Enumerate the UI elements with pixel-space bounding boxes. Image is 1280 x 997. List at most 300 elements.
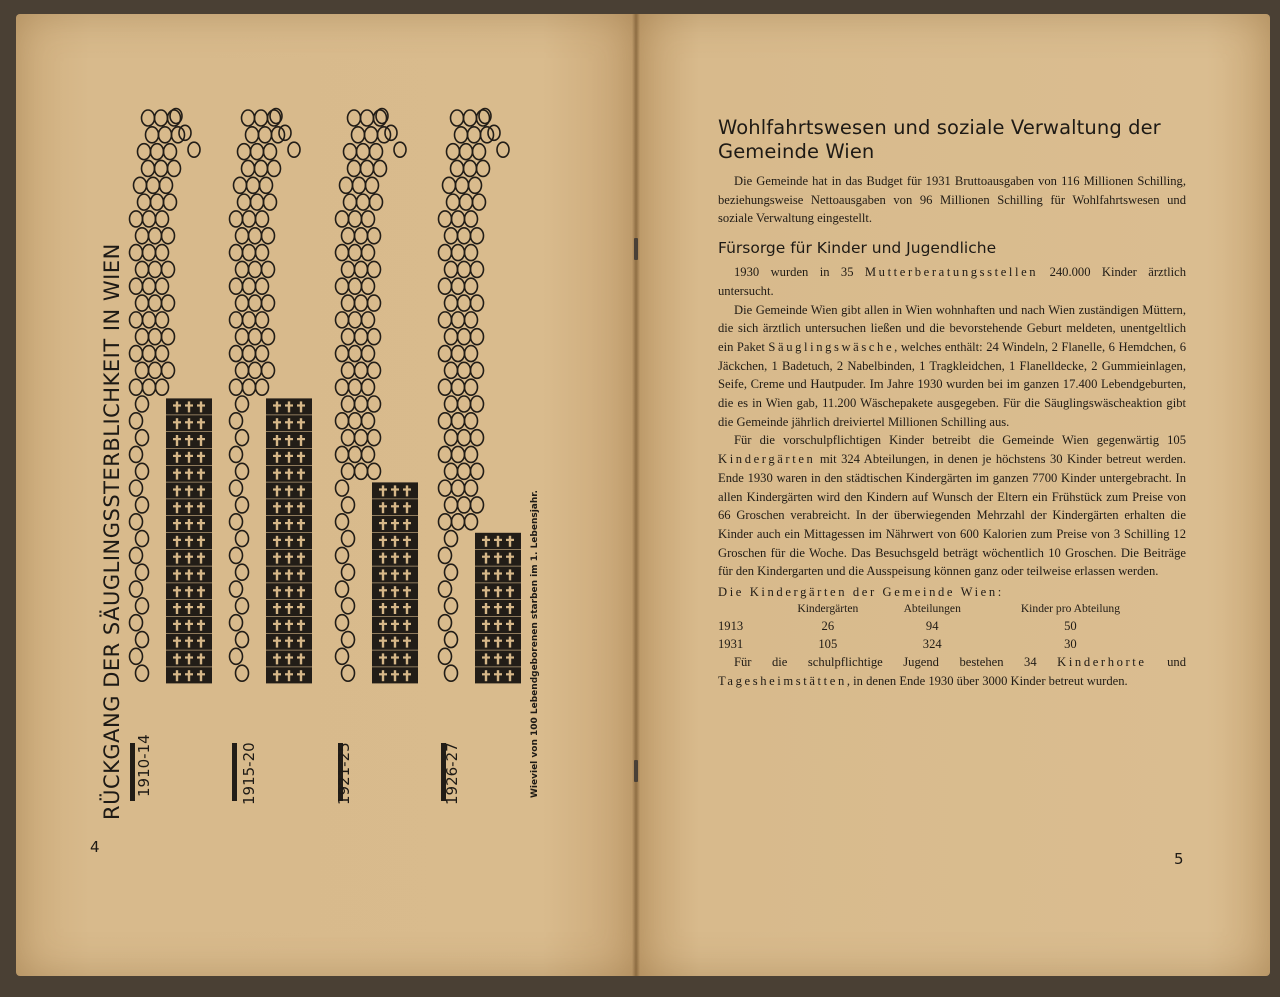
child-figure bbox=[262, 329, 275, 345]
cross bbox=[273, 623, 281, 625]
child-figure bbox=[130, 312, 143, 328]
text-run: 1930 wurden in 35 bbox=[734, 265, 865, 280]
child-figure bbox=[353, 177, 366, 193]
child-figure bbox=[458, 430, 471, 446]
child-figure bbox=[336, 514, 349, 530]
child-figure bbox=[342, 295, 355, 311]
cross bbox=[176, 502, 178, 513]
child-figure bbox=[336, 581, 349, 597]
child-figure bbox=[445, 531, 458, 547]
cross bbox=[288, 418, 290, 429]
cross bbox=[285, 539, 293, 541]
cross bbox=[494, 606, 502, 608]
cross bbox=[197, 539, 205, 541]
cross bbox=[176, 435, 178, 446]
cross bbox=[391, 589, 399, 591]
child-figure bbox=[465, 278, 478, 294]
child-figure bbox=[236, 261, 249, 277]
child-figure bbox=[249, 362, 262, 378]
child-figure bbox=[349, 278, 362, 294]
cross bbox=[273, 656, 281, 658]
child-figure bbox=[149, 228, 162, 244]
cross bbox=[197, 488, 205, 490]
cross bbox=[276, 637, 278, 648]
cross bbox=[276, 553, 278, 564]
child-figure bbox=[288, 142, 300, 157]
cross bbox=[276, 569, 278, 580]
cross bbox=[300, 469, 302, 480]
child-figure bbox=[256, 312, 269, 328]
cross bbox=[406, 620, 408, 631]
paragraph-mutterberatung bbox=[718, 263, 1186, 300]
section-heading: Fürsorge für Kinder und Jugendliche bbox=[718, 239, 997, 258]
cross bbox=[391, 522, 399, 524]
child-figure bbox=[136, 497, 149, 513]
child-figure bbox=[242, 160, 255, 176]
child-figure bbox=[156, 278, 169, 294]
cross bbox=[403, 589, 411, 591]
cross bbox=[285, 589, 293, 591]
cross bbox=[173, 656, 181, 658]
cross bbox=[506, 539, 514, 541]
child-figure bbox=[460, 144, 473, 160]
cross bbox=[406, 637, 408, 648]
cross bbox=[300, 502, 302, 513]
cross bbox=[297, 404, 305, 406]
cross bbox=[300, 435, 302, 446]
child-figure bbox=[439, 379, 452, 395]
cross bbox=[497, 553, 499, 564]
cross bbox=[485, 603, 487, 614]
cross bbox=[497, 653, 499, 664]
child-figure bbox=[458, 463, 471, 479]
child-figure bbox=[342, 665, 355, 681]
cross bbox=[482, 606, 490, 608]
cross bbox=[406, 586, 408, 597]
page-number-right: 5 bbox=[1174, 850, 1184, 868]
child-figure bbox=[236, 396, 249, 412]
child-figure bbox=[164, 144, 177, 160]
child-figure bbox=[362, 278, 375, 294]
child-figure bbox=[130, 379, 143, 395]
cross bbox=[482, 556, 490, 558]
child-figure bbox=[243, 211, 256, 227]
child-figure bbox=[136, 329, 149, 345]
cross bbox=[391, 640, 399, 642]
cross bbox=[197, 606, 205, 608]
child-figure bbox=[256, 245, 269, 261]
cross bbox=[509, 536, 511, 547]
child-figure bbox=[445, 261, 458, 277]
child-figure bbox=[349, 379, 362, 395]
cross bbox=[406, 519, 408, 530]
child-figure bbox=[162, 362, 175, 378]
cross bbox=[185, 589, 193, 591]
child-figure bbox=[249, 228, 262, 244]
cross bbox=[379, 522, 387, 524]
chart-note: Wieviel von 100 Lebendgeborenen starben im 1. Lebensjahr. bbox=[530, 490, 540, 798]
child-figure bbox=[361, 160, 374, 176]
cross bbox=[482, 539, 490, 541]
cross bbox=[200, 670, 202, 681]
cross bbox=[288, 435, 290, 446]
child-figure bbox=[262, 362, 275, 378]
child-figure bbox=[471, 228, 484, 244]
cross bbox=[176, 637, 178, 648]
child-figure bbox=[465, 346, 478, 362]
cross bbox=[300, 620, 302, 631]
child-figure bbox=[143, 346, 156, 362]
table-cell: 94 bbox=[925, 619, 939, 634]
cross bbox=[403, 656, 411, 658]
cross bbox=[394, 620, 396, 631]
cross bbox=[300, 536, 302, 547]
cross bbox=[285, 522, 293, 524]
cross bbox=[273, 572, 281, 574]
cross bbox=[494, 673, 502, 675]
cross bbox=[391, 673, 399, 675]
cross bbox=[379, 640, 387, 642]
child-figure bbox=[236, 463, 249, 479]
child-figure bbox=[156, 312, 169, 328]
child-figure bbox=[336, 480, 349, 496]
child-figure bbox=[243, 278, 256, 294]
cross bbox=[185, 505, 193, 507]
child-figure bbox=[342, 632, 355, 648]
cross bbox=[382, 603, 384, 614]
child-figure bbox=[349, 245, 362, 261]
child-figure bbox=[236, 295, 249, 311]
child-figure bbox=[370, 144, 383, 160]
cross bbox=[391, 505, 399, 507]
child-figure bbox=[262, 228, 275, 244]
child-figure bbox=[355, 463, 368, 479]
article bbox=[718, 116, 1186, 690]
cross bbox=[288, 553, 290, 564]
cross bbox=[176, 469, 178, 480]
child-figure bbox=[471, 362, 484, 378]
child-figure bbox=[445, 228, 458, 244]
child-figure bbox=[439, 547, 452, 563]
cross bbox=[185, 572, 193, 574]
child-figure bbox=[130, 514, 143, 530]
cross bbox=[379, 539, 387, 541]
cross bbox=[406, 603, 408, 614]
cross bbox=[288, 670, 290, 681]
child-figure bbox=[130, 346, 143, 362]
cross bbox=[188, 603, 190, 614]
text-run: mit 324 Abteilungen, in denen je höchstens 30 Kinder betreut werden. Ende 1930 waren in den städtischen Kindergärten im ganzen 7700 Kinder untergebracht. In allen Kindergärten wird den Kindern auf Wunsch der Eltern ein Frühstück zum Preise von 66 Groschen verabreicht. In der überwiegenden Mehrzahl der Kindergärten erhalten die Kinder auch ein Mittagessen im Nährwert von 600 Kalorien zum Preise von 3 Schilling 12 Groschen für die Woche. Das Besuchsgeld beträgt wöchentlich 10 Groschen. Die Beiträge für den Kindergarten und die Ausspeisung können ganz oder teilweise erlassen werden. bbox=[718, 452, 1186, 579]
child-figure bbox=[342, 497, 355, 513]
child-figure bbox=[162, 261, 175, 277]
child-figure bbox=[168, 160, 181, 176]
cross bbox=[273, 421, 281, 423]
cross bbox=[391, 606, 399, 608]
table-cell: 324 bbox=[922, 637, 942, 652]
cross bbox=[406, 553, 408, 564]
child-figure bbox=[136, 430, 149, 446]
child-figure bbox=[130, 648, 143, 664]
table-cell: 1931 bbox=[718, 637, 744, 652]
child-figure bbox=[151, 144, 164, 160]
cross bbox=[403, 640, 411, 642]
child-figure bbox=[155, 110, 168, 126]
child-figure bbox=[471, 430, 484, 446]
cross bbox=[176, 569, 178, 580]
cross bbox=[506, 589, 514, 591]
cross bbox=[273, 455, 281, 457]
cross bbox=[497, 670, 499, 681]
child-figure bbox=[451, 110, 464, 126]
child-figure bbox=[445, 564, 458, 580]
child-figure bbox=[366, 177, 379, 193]
child-figure bbox=[361, 110, 374, 126]
cross bbox=[300, 401, 302, 412]
child-figure bbox=[452, 379, 465, 395]
cross bbox=[276, 469, 278, 480]
child-figure bbox=[236, 564, 249, 580]
cross bbox=[273, 589, 281, 591]
child-figure bbox=[349, 346, 362, 362]
cross bbox=[403, 623, 411, 625]
child-figure bbox=[256, 211, 269, 227]
cross bbox=[188, 502, 190, 513]
cross bbox=[394, 653, 396, 664]
child-figure bbox=[188, 142, 200, 157]
child-figure bbox=[342, 430, 355, 446]
cross bbox=[394, 553, 396, 564]
cross bbox=[176, 401, 178, 412]
child-figure bbox=[362, 245, 375, 261]
cross bbox=[506, 673, 514, 675]
cross bbox=[200, 452, 202, 463]
cross bbox=[382, 519, 384, 530]
child-figure bbox=[149, 362, 162, 378]
cross bbox=[482, 572, 490, 574]
child-figure bbox=[230, 379, 243, 395]
child-figure bbox=[247, 177, 260, 193]
cross bbox=[197, 522, 205, 524]
cross bbox=[506, 656, 514, 658]
cross bbox=[285, 438, 293, 440]
child-figure bbox=[362, 312, 375, 328]
cross bbox=[173, 472, 181, 474]
cross bbox=[394, 519, 396, 530]
child-figure bbox=[143, 245, 156, 261]
child-figure bbox=[394, 142, 406, 157]
cross bbox=[173, 673, 181, 675]
cross bbox=[173, 556, 181, 558]
child-figure bbox=[230, 278, 243, 294]
cross bbox=[188, 435, 190, 446]
child-figure bbox=[445, 430, 458, 446]
cross bbox=[273, 640, 281, 642]
cross bbox=[485, 586, 487, 597]
child-figure bbox=[243, 346, 256, 362]
child-figure bbox=[136, 632, 149, 648]
cross bbox=[200, 502, 202, 513]
child-figure bbox=[136, 531, 149, 547]
cross bbox=[173, 505, 181, 507]
cross bbox=[200, 603, 202, 614]
child-figure bbox=[458, 228, 471, 244]
child-figure bbox=[136, 463, 149, 479]
child-figure bbox=[162, 228, 175, 244]
cross bbox=[297, 572, 305, 574]
child-figure bbox=[368, 261, 381, 277]
child-figure bbox=[136, 261, 149, 277]
chart-title: RÜCKGANG DER SÄUGLINGSSTERBLICHKEIT IN WIEN bbox=[100, 243, 124, 820]
child-figure bbox=[160, 177, 173, 193]
child-figure bbox=[336, 446, 349, 462]
spaced-term: Mutterberatungsstellen bbox=[864, 265, 1039, 280]
cross bbox=[391, 488, 399, 490]
cross bbox=[497, 620, 499, 631]
cross bbox=[406, 536, 408, 547]
cross bbox=[173, 522, 181, 524]
pictogram-column-1915-20 bbox=[230, 109, 313, 802]
cross bbox=[497, 536, 499, 547]
cross bbox=[285, 404, 293, 406]
child-figure bbox=[342, 261, 355, 277]
child-figure bbox=[465, 413, 478, 429]
cross bbox=[188, 452, 190, 463]
child-figure bbox=[260, 177, 273, 193]
cross bbox=[188, 536, 190, 547]
child-figure bbox=[439, 514, 452, 530]
child-figure bbox=[130, 278, 143, 294]
cross bbox=[285, 673, 293, 675]
cross bbox=[273, 606, 281, 608]
cross bbox=[276, 435, 278, 446]
cross bbox=[485, 620, 487, 631]
cross bbox=[506, 623, 514, 625]
text-run: Für die schulpflichtige Jugend bestehen 34 bbox=[734, 655, 1058, 670]
child-figure bbox=[445, 396, 458, 412]
child-figure bbox=[445, 497, 458, 513]
child-figure bbox=[256, 379, 269, 395]
cross bbox=[188, 569, 190, 580]
child-figure bbox=[355, 430, 368, 446]
child-figure bbox=[344, 144, 357, 160]
cross bbox=[288, 536, 290, 547]
child-figure bbox=[368, 463, 381, 479]
cross bbox=[197, 455, 205, 457]
table-header bbox=[718, 601, 774, 617]
child-figure bbox=[242, 110, 255, 126]
child-figure bbox=[146, 127, 159, 143]
child-figure bbox=[355, 362, 368, 378]
cross bbox=[494, 539, 502, 541]
deaths-stack bbox=[266, 398, 312, 683]
cross bbox=[276, 401, 278, 412]
cross bbox=[382, 536, 384, 547]
child-figure bbox=[142, 110, 155, 126]
cross bbox=[288, 469, 290, 480]
child-figure bbox=[465, 379, 478, 395]
child-figure bbox=[136, 362, 149, 378]
cross bbox=[200, 536, 202, 547]
cross bbox=[382, 502, 384, 513]
child-figure bbox=[445, 598, 458, 614]
child-figure bbox=[439, 346, 452, 362]
cross bbox=[288, 603, 290, 614]
child-figure bbox=[464, 160, 477, 176]
cross bbox=[288, 653, 290, 664]
child-figure bbox=[236, 362, 249, 378]
table-cell: 105 bbox=[818, 637, 838, 652]
cross bbox=[200, 435, 202, 446]
child-figure bbox=[142, 160, 155, 176]
cross bbox=[379, 656, 387, 658]
cross bbox=[197, 656, 205, 658]
child-figure bbox=[445, 362, 458, 378]
child-figure bbox=[230, 245, 243, 261]
intro-paragraph: Die Gemeinde hat in das Budget für 1931 Bruttoausgaben von 116 Millionen Schilling, beziehungsweise Nettoausgaben von 96 Millionen Schilling für Wohlfahrtswesen und soziale Verwaltung eingestellt. bbox=[718, 174, 1186, 226]
cross bbox=[285, 505, 293, 507]
paragraph-kinderhorte bbox=[718, 653, 1186, 690]
child-figure bbox=[156, 211, 169, 227]
child-figure bbox=[230, 581, 243, 597]
cross bbox=[273, 505, 281, 507]
child-figure bbox=[336, 379, 349, 395]
cross bbox=[173, 421, 181, 423]
cross bbox=[188, 670, 190, 681]
cross bbox=[509, 603, 511, 614]
cross bbox=[285, 606, 293, 608]
cross bbox=[300, 452, 302, 463]
cross bbox=[297, 505, 305, 507]
child-figure bbox=[230, 514, 243, 530]
cross bbox=[482, 656, 490, 658]
cross bbox=[379, 556, 387, 558]
child-figure bbox=[130, 413, 143, 429]
cross bbox=[200, 418, 202, 429]
child-figure bbox=[362, 346, 375, 362]
child-figure bbox=[468, 127, 481, 143]
spaced-term: Kindergärten bbox=[718, 452, 816, 467]
period-label-3: 1921-25 bbox=[335, 742, 353, 805]
child-figure bbox=[362, 379, 375, 395]
cross bbox=[297, 539, 305, 541]
cross bbox=[485, 569, 487, 580]
cross bbox=[297, 623, 305, 625]
cross bbox=[200, 469, 202, 480]
child-figure bbox=[368, 295, 381, 311]
child-figure bbox=[349, 413, 362, 429]
child-figure bbox=[147, 177, 160, 193]
cross bbox=[276, 452, 278, 463]
cross bbox=[173, 572, 181, 574]
cross bbox=[285, 472, 293, 474]
pictogram-column-1910-14 bbox=[130, 109, 213, 802]
cross bbox=[185, 656, 193, 658]
cross bbox=[288, 502, 290, 513]
child-figure bbox=[357, 144, 370, 160]
cross bbox=[297, 438, 305, 440]
cross bbox=[200, 519, 202, 530]
child-figure bbox=[447, 144, 460, 160]
child-figure bbox=[236, 531, 249, 547]
child-figure bbox=[458, 329, 471, 345]
cross bbox=[197, 421, 205, 423]
table-cell: 26 bbox=[821, 619, 835, 634]
cross bbox=[185, 606, 193, 608]
child-figure bbox=[136, 564, 149, 580]
child-figure bbox=[138, 144, 151, 160]
cross bbox=[406, 485, 408, 496]
cross bbox=[509, 620, 511, 631]
